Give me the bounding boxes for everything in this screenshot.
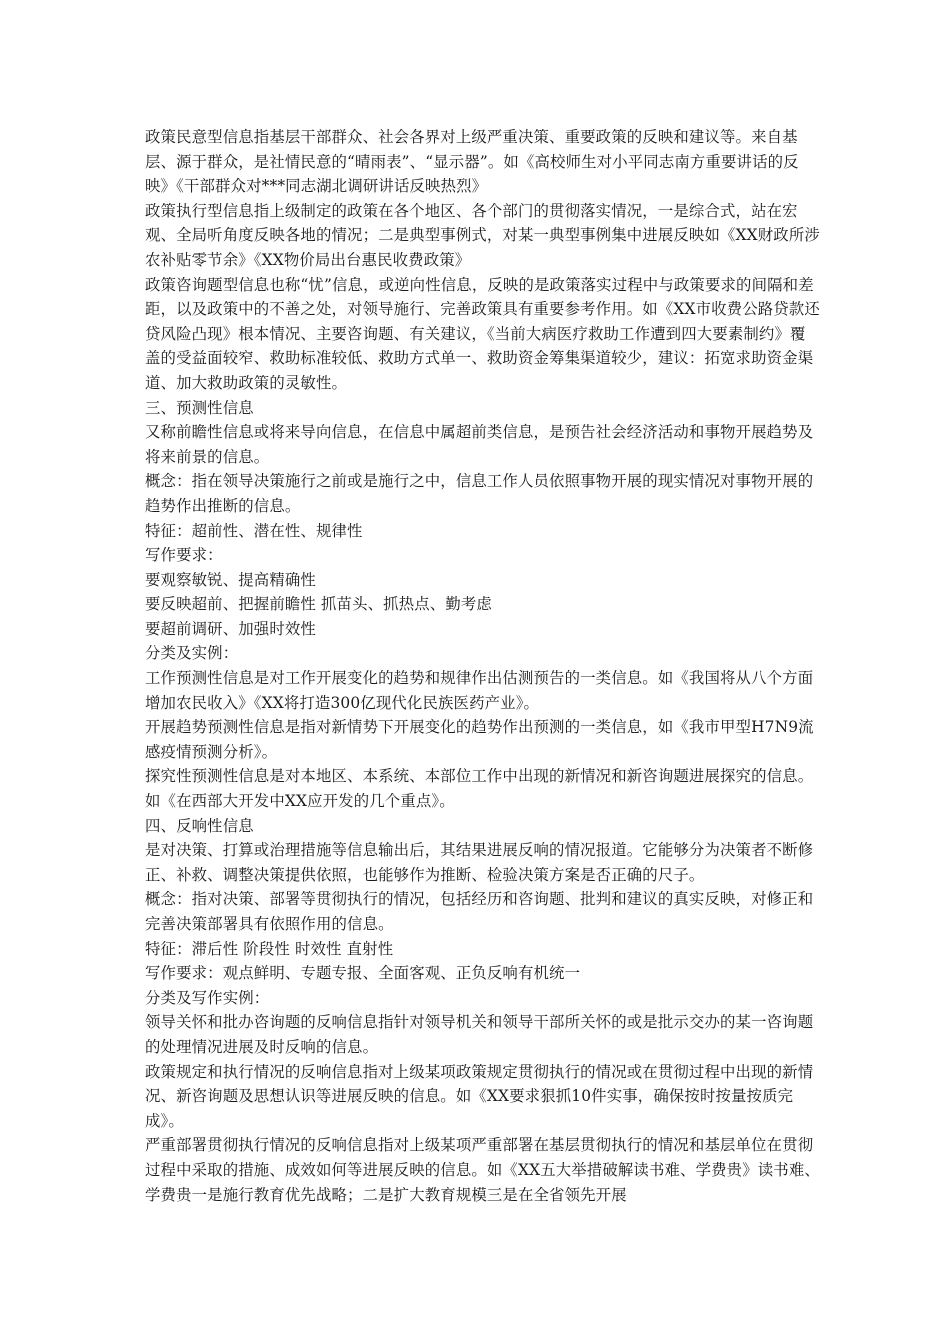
paragraph-predictive-features: 特征：超前性、潜在性、规律性 xyxy=(145,521,363,540)
section-heading-predictive: 三、预测性信息 xyxy=(145,398,254,417)
document-body xyxy=(145,125,820,1207)
paragraph-trend-predictive: 开展趋势预测性信息是指对新情势下开展变化的趋势作出预测的一类信息，如《我市甲型H7N9流感疫情预测分析》。 xyxy=(145,718,814,761)
paragraph-requirement-2: 要反映超前、把握前瞻性 抓苗头、抓热点、勤考虑 xyxy=(145,595,492,614)
paragraph-work-predictive: 工作预测性信息是对工作开展变化的趋势和规律作出估测预告的一类信息。如《我国将从八个方面增加农民收入》《XX将打造300亿现代化民族医药产业》。 xyxy=(145,669,814,712)
paragraph-policy-opinion: 政策民意型信息指基层干部群众、社会各界对上级严重决策、重要政策的反映和建议等。来自基层、源于群众，是社情民意的“晴雨表”、“显示器”。如《高校师生对小平同志南方重要讲话的反映》《干部群众对***同志湖北调研讲话反映热烈》 xyxy=(145,128,799,196)
paragraph-deployment-feedback: 严重部署贯彻执行情况的反响信息指对上级某项严重部署在基层贯彻执行的情况和基层单位在贯彻过程中采取的措施、成效如何等进展反映的信息。如《XX五大举措破解读书难、学费贵》读书难、学费贵一是施行教育优先战略；二是扩大教育规模三是在全省领先开展 xyxy=(145,1136,820,1204)
paragraph-requirement-1: 要观察敏锐、提高精确性 xyxy=(145,570,316,589)
paragraph-policy-feedback: 政策规定和执行情况的反响信息指对上级某项政策规定贯彻执行的情况或在贯彻过程中出现的新情况、新咨询题及思想认识等进展反映的信息。如《XX要求狠抓10件实事，确保按时按量按质完成》。 xyxy=(145,1062,814,1130)
paragraph-feedback-concept: 概念：指对决策、部署等贯彻执行的情况，包括经历和咨询题、批判和建议的真实反映，对修正和完善决策部署具有依照作用的信息。 xyxy=(145,890,814,933)
paragraph-predictive-intro: 又称前瞻性信息或将来导向信息，在信息中属超前类信息，是预告社会经济活动和事物开展趋势及将来前景的信息。 xyxy=(145,423,814,466)
paragraph-feedback-classification: 分类及写作实例： xyxy=(145,988,270,1007)
paragraph-policy-problem: 政策咨询题型信息也称“忧”信息，或逆向性信息，反映的是政策落实过程中与政策要求的间隔和差距，以及政策中的不善之处，对领导施行、完善政策具有重要参考作用。如《XX市收费公路贷款还贷风险凸现》根本情况、主要咨询题、有关建议，《当前大病医疗救助工作遭到四大要素制约》覆盖的受益面较窄、救助标准较低、救助方式单一、救助资金筹集渠道较少，建议：拓宽求助资金渠道、加大救助政策的灵敏性。 xyxy=(145,275,820,392)
paragraph-feedback-intro: 是对决策、打算或治理措施等信息输出后，其结果进展反响的情况报道。它能够分为决策者不断修正、补救、调整决策提供依照，也能够作为推断、检验决策方案是否正确的尺子。 xyxy=(145,841,814,884)
paragraph-predictive-concept: 概念：指在领导决策施行之前或是施行之中，信息工作人员依照事物开展的现实情况对事物开展的趋势作出推断的信息。 xyxy=(145,472,814,515)
paragraph-policy-execution: 政策执行型信息指上级制定的政策在各个地区、各个部门的贯彻落实情况，一是综合式，站在宏观、全局听角度反映各地的情况；二是典型事例式，对某一典型事例集中进展反映如《XX财政所涉农补贴零节余》《XX物价局出台惠民收费政策》 xyxy=(145,201,820,269)
paragraph-exploratory-predictive: 探究性预测性信息是对本地区、本系统、本部位工作中出现的新情况和新咨询题进展探究的信息。如《在西部大开发中XX应开发的几个重点》。 xyxy=(145,767,814,811)
section-heading-feedback: 四、反响性信息 xyxy=(145,816,254,835)
paragraph-feedback-features: 特征：滞后性 阶段性 时效性 直射性 xyxy=(145,939,394,958)
paragraph-classification: 分类及实例： xyxy=(145,644,239,663)
paragraph-requirement-3: 要超前调研、加强时效性 xyxy=(145,619,316,638)
paragraph-writing-requirements: 写作要求： xyxy=(145,546,223,565)
paragraph-feedback-writing: 写作要求：观点鲜明、专题专报、全面客观、正负反响有机统一 xyxy=(145,964,581,983)
paragraph-leader-concern: 领导关怀和批办咨询题的反响信息指针对领导机关和领导干部所关怀的或是批示交办的某一咨询题的处理情况进展及时反响的信息。 xyxy=(145,1013,814,1056)
